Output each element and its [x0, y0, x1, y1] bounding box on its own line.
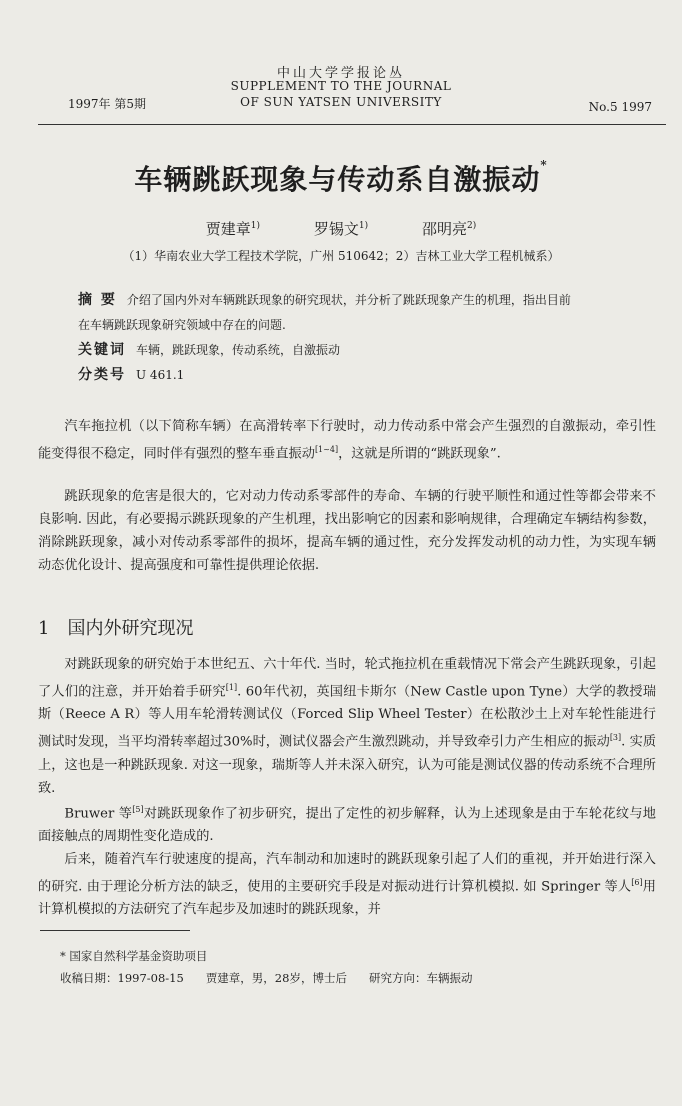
p4-text-tail: 对跳跃现象作了初步研究，提出了定性的初步解释，认为上述现象是由于车轮花纹与地面接触点的周期性变化造成的. — [38, 806, 656, 845]
research-direction: 研究方向：车辆振动 — [368, 971, 473, 985]
author-affil-mark: 1) — [358, 221, 369, 231]
classification-number: U 461.1 — [136, 368, 185, 382]
author-name: 邵明亮 — [421, 220, 467, 238]
footnote-divider — [40, 930, 190, 931]
classification-label: 分类号 — [78, 367, 126, 383]
body-paragraph-3 — [38, 653, 656, 800]
journal-title-en-line1: SUPPLEMENT TO THE JOURNAL — [230, 79, 452, 93]
header-divider — [38, 124, 666, 125]
p3-text-tail: . 实质上，这也是一种跳跃现象. 对这一现象，瑞斯等人并未深入研究，认为可能是测试仪器的传动系统不合理所致. — [38, 734, 657, 796]
body-paragraph-1 — [38, 415, 656, 465]
keywords — [78, 340, 658, 360]
citation-ref: [1] — [225, 683, 238, 692]
affiliation: （1）华南农业大学工程技术学院，广州 510642；2）吉林工业大学工程机械系） — [122, 249, 560, 263]
body-paragraph-2: 跳跃现象的危害是很大的，它对动力传动系零部件的寿命、车辆的行驶平顺性和通过性等都会带来不良影响. 因此，有必要揭示跳跃现象的产生机理，找出影响它的因素和影响规律，合理确定车辆结构参数，消除跳跃现象，减小对传动系零部件的损坏，提高车辆的通过性，充分发挥发动机的动力性，为实现车辆动态优化设计、提高强度和可靠性提供理论依据. — [38, 489, 656, 573]
body-paragraph-4 — [38, 798, 656, 848]
section-number: 1 — [38, 618, 50, 639]
abstract-text-line1: 介绍了国内外对车辆跳跃现象的研究现状，并分析了跳跃现象产生的机理，指出目前 — [126, 293, 571, 307]
body-paragraph-5 — [38, 848, 656, 921]
author-name: 贾建章 — [205, 220, 251, 238]
abstract-text-line2: 在车辆跳跃现象研究领域中存在的问题. — [78, 318, 286, 332]
journal-title-en-line2: OF SUN YATSEN UNIVERSITY — [240, 95, 442, 109]
section-title: 国内外研究现况 — [67, 618, 194, 639]
issue-info-right: No.5 1997 — [588, 100, 652, 114]
p3-text: 对跳跃现象的研究始于本世纪五、六十年代. 当时，轮式拖拉机在重载情况下常会产生跳跃现象，引起了人们的注意，并开始着手研究 — [38, 657, 656, 700]
author-affil-mark: 2) — [466, 221, 477, 231]
issue-info-left: 1997年 第5期 — [68, 97, 146, 111]
journal-title-cn: 中山大学学报论丛 — [276, 66, 405, 81]
footnote-received — [60, 970, 472, 986]
keywords-label: 关键词 — [78, 342, 126, 358]
footnote-funding: * 国家自然科学基金资助项目 — [60, 949, 208, 963]
author-list — [0, 218, 682, 239]
section-heading — [38, 614, 193, 640]
title-footnote-mark: * — [540, 158, 548, 172]
p1-text: 汽车拖拉机（以下简称车辆）在高滑转率下行驶时，动力传动系中常会产生强烈的自激振动，牵引性能变得很不稳定，同时伴有强烈的整车垂直振动 — [38, 419, 656, 462]
received-date: 收稿日期：1997-08-15 — [60, 971, 184, 985]
article-title-text: 车辆跳跃现象与传动系自激振动 — [134, 163, 541, 196]
p4-text: Bruwer 等 — [64, 806, 133, 822]
citation-ref: [5] — [132, 805, 144, 814]
keywords-text: 车辆，跳跃现象，传动系统，自激振动 — [136, 343, 341, 357]
citation-ref: [1~4] — [314, 445, 339, 454]
author-bio: 贾建章，男，28岁，博士后 — [205, 971, 347, 985]
abstract-continued — [78, 315, 658, 335]
citation-ref: [6] — [631, 878, 643, 887]
p5-text-tail: 用计算机模拟的方法研究了汽车起步及加速时的跳跃现象，并 — [38, 879, 656, 918]
author-name: 罗锡文 — [313, 220, 359, 238]
classification — [78, 365, 658, 385]
p3-text-mid: . 60年代初，英国纽卡斯尔（New Castle upon Tyne）大学的教授瑞斯（Reece A R）等人用车轮滑转测试仪（Forced Slip Wheel Tester）在松散沙土上对车轮性能进行测试时发现，当平均滑转率超过30%时，测试仪器会产生激烈跳动，并导致牵引力产生相应的振动 — [38, 684, 657, 750]
abstract — [78, 290, 658, 310]
abstract-label: 摘 要 — [78, 292, 117, 308]
citation-ref: [3] — [609, 733, 622, 743]
author-affil-mark: 1) — [250, 221, 261, 231]
article-title — [0, 158, 682, 198]
p5-text: 后来，随着汽车行驶速度的提高，汽车制动和加速时的跳跃现象引起了人们的重视，并开始进行深入的研究. 由于理论分析方法的缺乏，使用的主要研究手段是对振动进行计算机模拟. 如 Springer 等人 — [38, 852, 656, 895]
p1-text-tail: ，这就是所谓的“跳跃现象”. — [338, 446, 501, 462]
